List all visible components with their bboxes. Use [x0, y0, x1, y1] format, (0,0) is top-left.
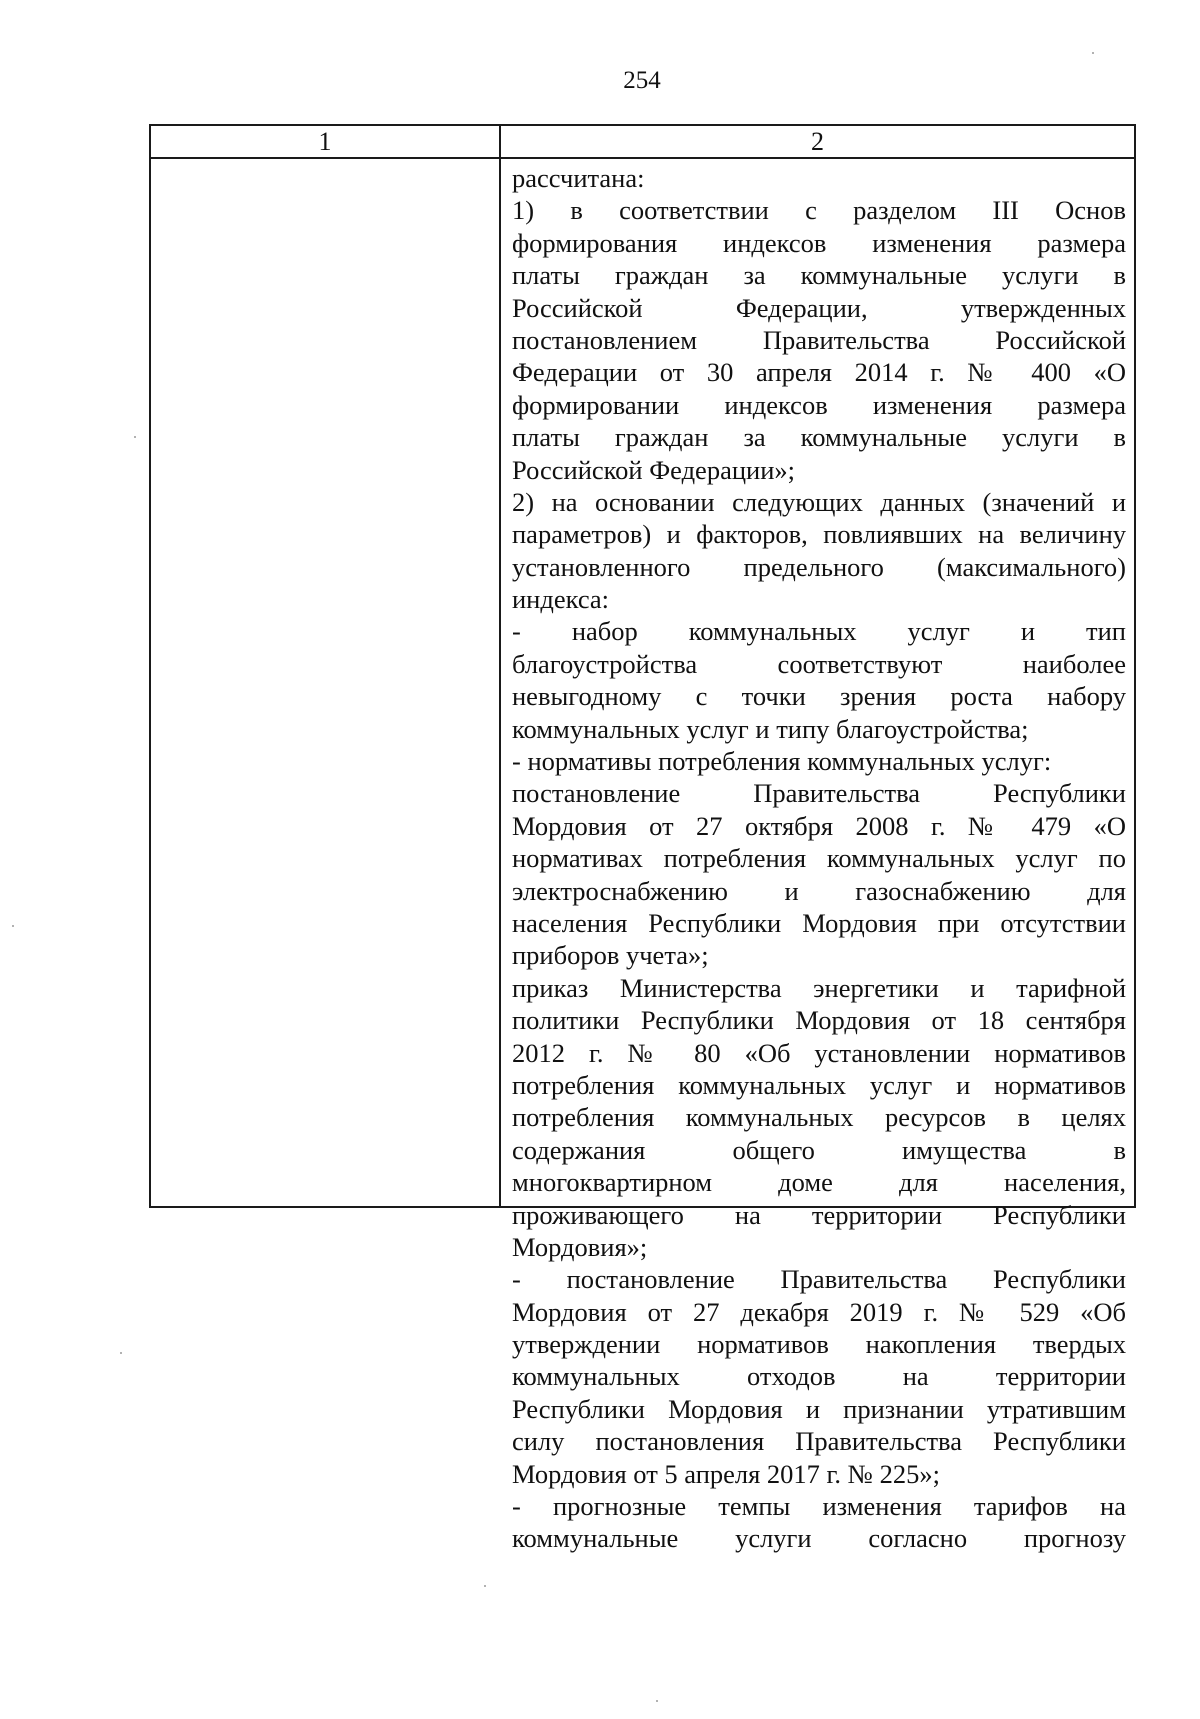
text-line: Федерации от 30 апреля 2014 г. № 400 «О [512, 357, 1126, 388]
text-line: потребления коммунальных ресурсов в целях [512, 1102, 1126, 1133]
text-line: силу постановления Правительства Республики [512, 1426, 1126, 1457]
text-line: коммунальные услуги согласно прогнозу [512, 1523, 1126, 1554]
text-line: постановлением Правительства Российской [512, 324, 1126, 355]
text-line: нормативах потребления коммунальных услуг по [512, 843, 1126, 874]
text-line: индекса: [512, 584, 610, 615]
text-line: электроснабжению и газоснабжению для [512, 875, 1126, 906]
column-header-1: 1 [318, 127, 332, 156]
text-line: многоквартирном доме для населения, [512, 1167, 1126, 1198]
text-line: коммунальных отходов на территории [512, 1361, 1126, 1392]
text-line: приборов учета»; [512, 940, 709, 971]
text-line: Российской Федерации»; [512, 454, 795, 485]
text-line: 2012 г. № 80 «Об установлении нормативов [512, 1037, 1126, 1068]
table-header-row [151, 126, 1134, 159]
text-line: благоустройства соответствуют наиболее [512, 648, 1126, 679]
text-line: - набор коммунальных услуг и тип [512, 616, 1126, 647]
scan-speck [134, 436, 136, 438]
text-line: рассчитана: [512, 163, 645, 193]
scan-speck [12, 925, 14, 927]
text-line: параметров) и факторов, повлиявших на величину [512, 519, 1126, 550]
text-line: Мордовия»; [512, 1231, 648, 1262]
text-line: Российской Федерации, утвержденных [512, 292, 1126, 323]
text-line: Республики Мордовия и признании утратившим [512, 1393, 1126, 1424]
text-line: населения Республики Мордовия при отсутствии [512, 907, 1126, 938]
text-line: Мордовия от 5 апреля 2017 г. № 225»; [512, 1458, 940, 1489]
scan-speck [656, 1700, 658, 1702]
text-line: проживающего на территории Республики [512, 1199, 1126, 1230]
scan-speck [1092, 52, 1094, 54]
column-header-2: 2 [811, 127, 824, 156]
text-line: Мордовия от 27 декабря 2019 г. № 529 «Об [512, 1296, 1126, 1327]
text-line: формировании индексов изменения размера [512, 389, 1126, 420]
scan-speck [484, 1585, 486, 1587]
text-line: платы граждан за коммунальные услуги в [512, 260, 1126, 291]
text-line: установленного предельного (максимального) [512, 551, 1126, 582]
text-line: Мордовия от 27 октября 2008 г. № 479 «О [512, 810, 1126, 841]
text-line: - нормативы потребления коммунальных услуг: [512, 746, 1052, 777]
text-line: утверждении нормативов накопления твердых [512, 1329, 1126, 1360]
text-line: - прогнозные темпы изменения тарифов на [512, 1491, 1126, 1522]
text-line: формирования индексов изменения размера [512, 227, 1126, 258]
scan-speck [120, 1352, 122, 1354]
text-line: политики Республики Мордовия от 18 сентября [512, 1005, 1126, 1036]
column-divider [499, 126, 501, 1206]
text-line: 2) на основании следующих данных (значений и [512, 486, 1126, 517]
document-table [149, 124, 1136, 1554]
column-1-cell [151, 159, 499, 1206]
text-line: 1) в соответствии с разделом III Основ [512, 195, 1126, 226]
text-line: коммунальных услуг и типу благоустройства; [512, 713, 1029, 744]
column-2-cell [512, 162, 1126, 1555]
text-line: приказ Министерства энергетики и тарифной [512, 972, 1126, 1003]
page-number: 254 [623, 67, 661, 94]
text-line: потребления коммунальных услуг и нормативов [512, 1069, 1126, 1100]
text-line: невыгодному с точки зрения роста набору [512, 681, 1126, 712]
text-line: - постановление Правительства Республики [512, 1264, 1126, 1295]
text-line: содержания общего имущества в [512, 1134, 1126, 1165]
text-line: платы граждан за коммунальные услуги в [512, 422, 1126, 453]
text-line: постановление Правительства Республики [512, 778, 1126, 809]
